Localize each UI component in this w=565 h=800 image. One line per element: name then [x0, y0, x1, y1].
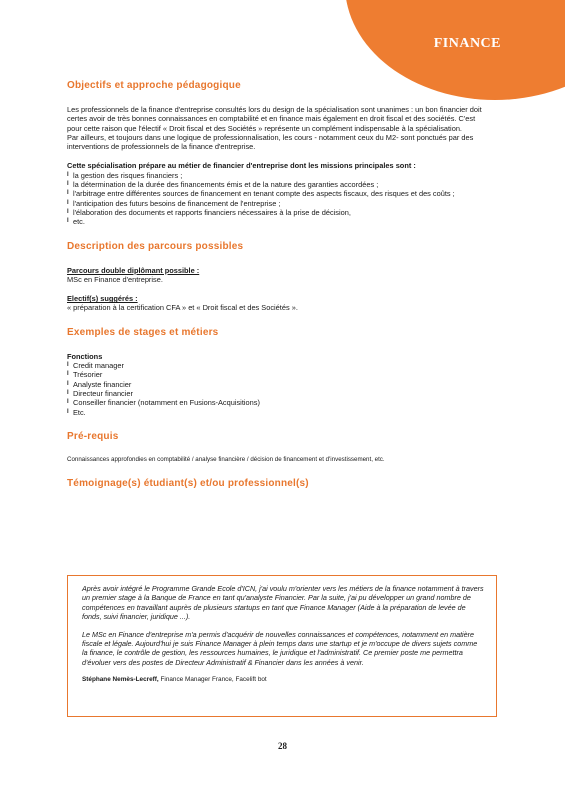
electifs-label: Electif(s) suggérés :	[67, 294, 138, 304]
section-title: FINANCE	[433, 36, 501, 51]
list-item: l Trésorier	[67, 370, 487, 379]
missions-intro: Cette spécialisation prépare au métier de financier d'entreprise dont les missions principales sont :	[67, 161, 416, 171]
list-item: l Directeur financier	[67, 389, 487, 398]
list-item: l Analyste financier	[67, 380, 487, 389]
list-item: l Etc.	[67, 408, 487, 417]
stages-heading: Exemples de stages et métiers	[67, 326, 219, 338]
list-item: l Conseiller financier (notamment en Fusions-Acquisitions)	[67, 398, 487, 407]
testimonial-signature	[82, 675, 484, 684]
list-item: l la gestion des risques financiers ;	[67, 171, 487, 180]
signature-role: Finance Manager France, Facelift bot	[160, 676, 267, 684]
list-item: l Credit manager	[67, 361, 487, 370]
testimonial-para1: Après avoir intégré le Programme Grande Ecole d'ICN, j'ai voulu m'orienter vers les métiers de la finance notamment à travers un premier stage à la Banque de France en tant qu'analyste Financier. Par la suite, j'ai pu développer un grand nombre de compétences en travaillant auprès de plusieurs startups en tant que Finance Manager (Aide à la préparation de levée de fonds, suivi financier, juridique ...).	[82, 584, 484, 622]
parcours-heading: Description des parcours possibles	[67, 240, 244, 252]
list-item: l la détermination de la durée des financements émis et de la nature des garanties accordées ;	[67, 180, 487, 189]
fonctions-list	[67, 361, 487, 417]
list-item: l l'élaboration des documents et rapports financiers nécessaires à la prise de décision,	[67, 208, 487, 217]
list-item: l l'anticipation des futurs besoins de financement de l'entreprise ;	[67, 199, 487, 208]
double-diplome-label: Parcours double diplômant possible :	[67, 265, 200, 275]
missions-list	[67, 171, 487, 227]
objectifs-para2: Par ailleurs, et toujours dans une logique de professionnalisation, les cours - notamment ceux du M2- sont ponctués par des interventions de professionnels de la finance d'entreprise.	[67, 132, 474, 152]
temoignage-heading: Témoignage(s) étudiant(s) et/ou professionnel(s)	[67, 478, 309, 490]
prerequis-heading: Pré-requis	[67, 430, 119, 442]
fonctions-label: Fonctions	[67, 351, 103, 361]
electifs-text: « préparation à la certification CFA » et « Droit fiscal et des Sociétés ».	[67, 303, 298, 313]
testimonial-box	[67, 575, 497, 717]
page-number: 28	[278, 741, 287, 751]
list-item: l l'arbitrage entre différentes sources de financement en tenant compte des aspects fiscaux, des risques et des coûts ;	[67, 189, 487, 198]
double-diplome-text: MSc en Finance d'entreprise.	[67, 274, 163, 284]
testimonial-para2: Le MSc en Finance d'entreprise m'a permis d'acquérir de nouvelles connaissances et compétences, notamment en matière fiscale et légale. Aujourd'hui je suis Finance Manager à plein temps dans une startup et je m'occupe de divers sujets comme la finance, le contrôle de gestion, les ressources humaines, le juridique et l'administratif. Ce premier poste me permettra d'évoluer vers des postes de Directeur Administratif & Financier dans les années à venir.	[82, 629, 478, 667]
list-item: l etc.	[67, 217, 487, 226]
signature-name: Stéphane Nemès-Lecreff,	[82, 676, 159, 684]
prerequis-text: Connaissances approfondies en comptabilité / analyse financière / décision de financement et d'investissement, etc.	[67, 455, 385, 463]
objectifs-heading: Objectifs et approche pédagogique	[67, 80, 241, 91]
objectifs-para1: Les professionnels de la finance d'entreprise consultés lors du design de la spécialisation sont unanimes : un bon financier doit certes avoir de très bonnes connaissances en comptabilité et en finance mais également en droit fiscal et des sociétés. C'est pour cette raison que l'électif « Droit fiscal et des Sociétés » représente un complément indispensable à la spécialisation.	[67, 105, 482, 133]
main-content	[67, 80, 487, 489]
